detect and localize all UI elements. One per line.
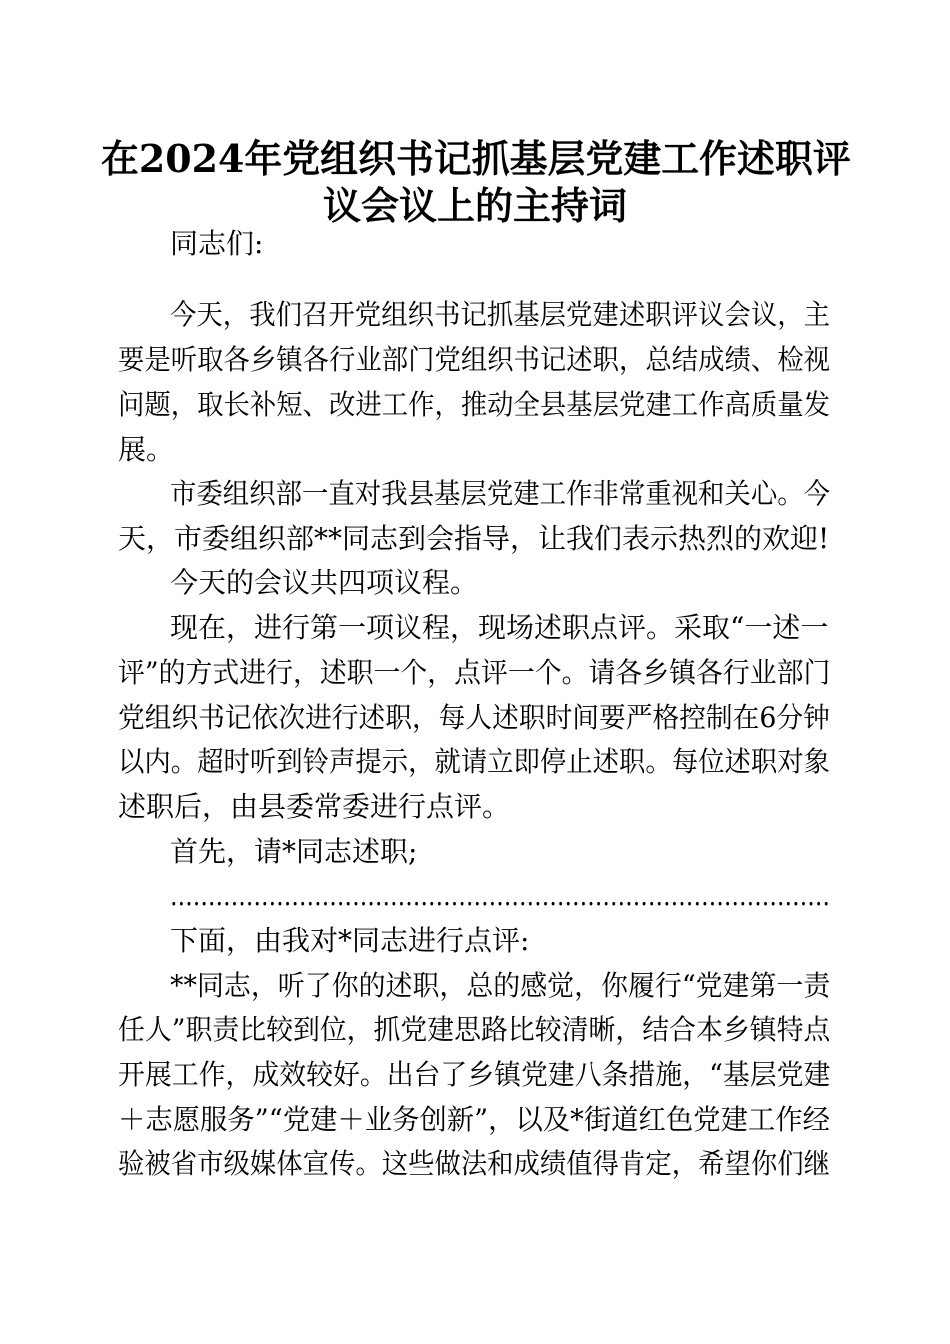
paragraph-line: **同志，听了你的述职，总的感觉，你履行“党建第一责 (170, 969, 831, 1002)
paragraph-line: 开展工作，成效较好。出台了乡镇党建八条措施，“基层党建 (118, 1058, 831, 1091)
paragraph-line: 要是听取各乡镇各行业部门党组织书记述职，总结成绩、检视 (118, 343, 831, 376)
paragraph-line: 首先，请*同志述职; (170, 835, 418, 868)
paragraph-line: 市委组织部一直对我县基层党建工作非常重视和关心。今 (170, 477, 831, 510)
paragraph-line: ＋志愿服务”“党建＋业务创新”，以及*街道红色党建工作经 (118, 1103, 830, 1136)
paragraph-line: 评”的方式进行，述职一个，点评一个。请各乡镇各行业部门 (118, 656, 831, 689)
paragraph-line: 今天，我们召开党组织书记抓基层党建述职评议会议，主 (170, 298, 831, 331)
paragraph-line: 天，市委组织部**同志到会指导，让我们表示热烈的欢迎! (118, 522, 830, 555)
paragraph-line: 同志们: (170, 227, 264, 260)
paragraph-line: 今天的会议共四项议程。 (170, 566, 479, 599)
paragraph-line: 展。 (118, 433, 175, 466)
paragraph-line: 以内。超时听到铃声提示，就请立即停止述职。每位述职对象 (118, 745, 831, 778)
paragraph-line: 下面，由我对*同志进行点评: (170, 924, 530, 957)
paragraph-line: 党组织书记依次进行述职，每人述职时间要严格控制在6分钟 (118, 701, 830, 734)
paragraph-line: 问题，取长补短、改进工作，推动全县基层党建工作高质量发 (118, 388, 831, 421)
ellipsis-line: …………………………………………………………………………… (170, 879, 830, 912)
paragraph-line: 述职后，由县委常委进行点评。 (118, 790, 511, 823)
document-title-line-2: 议会议上的主持词 (322, 183, 627, 228)
paragraph-line: 验被省市级媒体宣传。这些做法和成绩值得肯定，希望你们继 (118, 1147, 831, 1180)
paragraph-line: 任人”职责比较到位，抓党建思路比较清晰，结合本乡镇特点 (118, 1013, 831, 1046)
document-title-line-1: 在2024年党组织书记抓基层党建工作述职评 (101, 136, 851, 181)
paragraph-line: 现在，进行第一项议程，现场述职点评。采取“一述一 (170, 611, 829, 644)
